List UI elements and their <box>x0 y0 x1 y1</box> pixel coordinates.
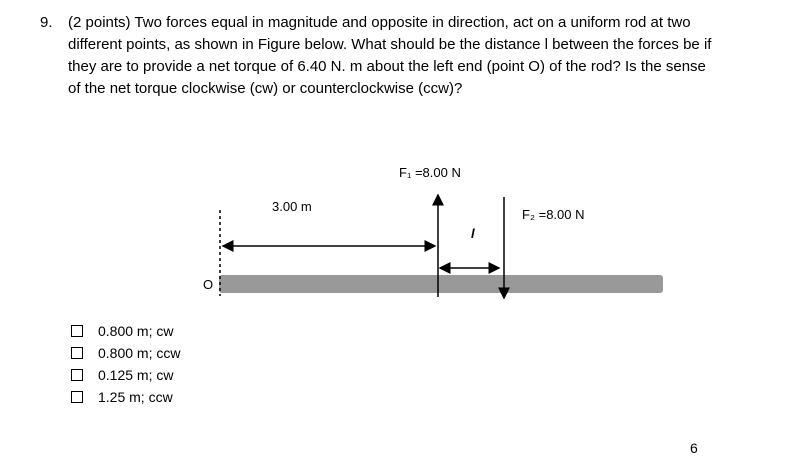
checkbox[interactable] <box>71 347 83 359</box>
checkbox[interactable] <box>71 369 83 381</box>
rod <box>219 275 663 293</box>
option-4[interactable]: 1.25 m; ccw <box>71 389 173 405</box>
option-3[interactable]: 0.125 m; cw <box>71 367 173 383</box>
checkbox[interactable] <box>71 391 83 403</box>
question-text: (2 points) Two forces equal in magnitude and opposite in direction, act on a uniform rod at two different points, as shown in Figure below. What should be the distance l between the forces be if they are to provide a net torque of 6.40 N. m about the left end (point O) of the rod? Is the sense of the net torque clockwise (cw) or counterclockwise (ccw)? <box>68 14 712 97</box>
option-2[interactable]: 0.800 m; ccw <box>71 345 180 361</box>
checkbox[interactable] <box>71 325 83 337</box>
l-label: l <box>471 226 475 241</box>
question-number: 9. <box>40 14 53 31</box>
f2-label: F₂ =8.00 N <box>522 207 585 222</box>
f1-label: F₁ =8.00 N <box>399 165 461 180</box>
option-1[interactable]: 0.800 m; cw <box>71 323 173 339</box>
origin-label: O <box>203 277 214 292</box>
page-number: 6 <box>690 440 698 456</box>
distance-label: 3.00 m <box>272 199 312 214</box>
